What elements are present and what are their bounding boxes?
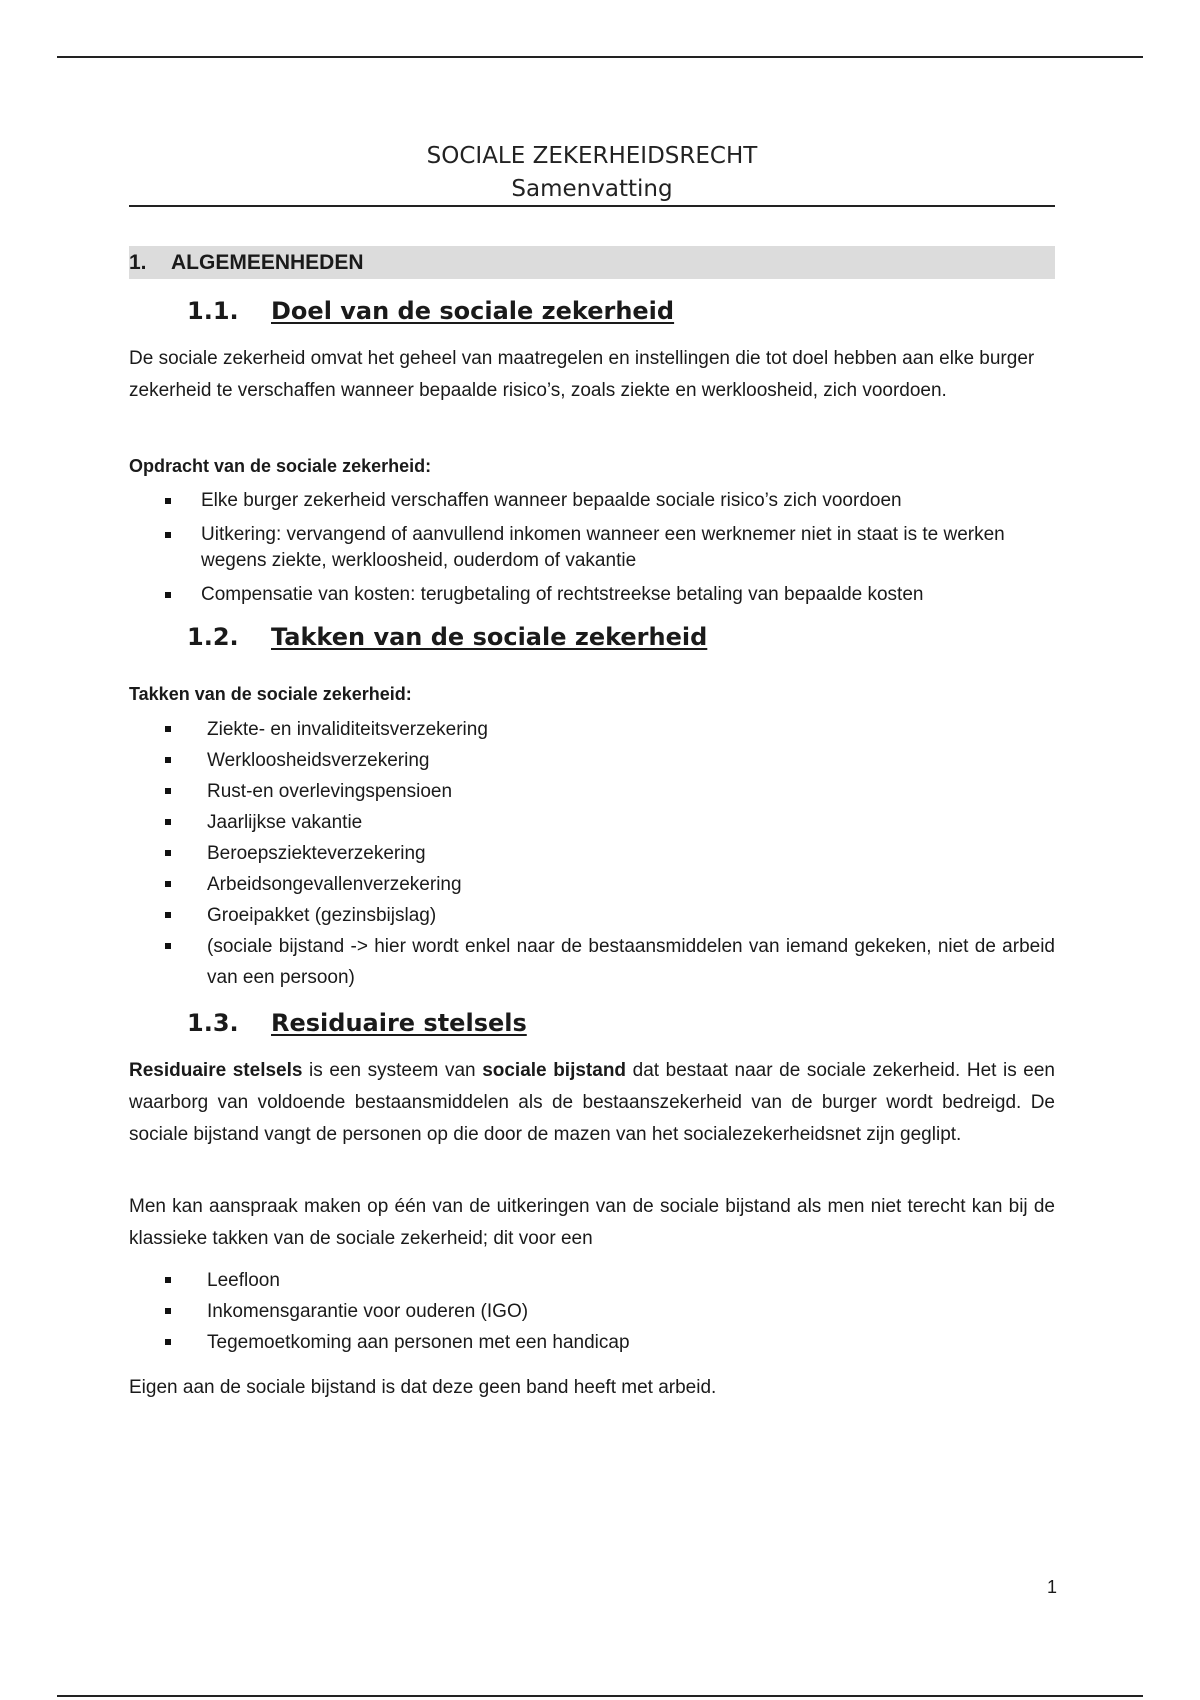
list-item: Inkomensgarantie voor ouderen (IGO)	[207, 1296, 1055, 1327]
list-item: Groeipakket (gezinsbijslag)	[207, 900, 1055, 931]
list-item: Jaarlijkse vakantie	[207, 807, 1055, 838]
paragraph-aanspraak: Men kan aanspraak maken op één van de uitkeringen van de sociale bijstand als men niet terecht kan bij de klassieke takken van de sociale zekerheid; dit voor een	[129, 1196, 1055, 1249]
heading-text: Residuaire stelsels	[271, 1009, 527, 1037]
heading-number: 1.1.	[187, 297, 239, 325]
heading-text: Doel van de sociale zekerheid	[271, 297, 675, 325]
heading-number: 1.2.	[187, 623, 239, 651]
list-item: Elke burger zekerheid verschaffen wanneer bepaalde sociale risico’s zich voordoen	[201, 488, 1061, 514]
label-takken: Takken van de sociale zekerheid:	[129, 684, 412, 704]
header-rule	[57, 56, 1143, 58]
text-run: is een systeem van	[302, 1060, 483, 1081]
list-item: (sociale bijstand -> hier wordt enkel naar de bestaansmiddelen van iemand gekeken, niet de arbeid van een persoon)	[207, 931, 1055, 993]
list-item: Tegemoetkoming aan personen met een handicap	[207, 1327, 1055, 1358]
list-bijstand	[207, 1265, 1055, 1358]
heading-1-1	[187, 296, 674, 326]
list-item: Beroepsziekteverzekering	[207, 838, 1055, 869]
text-run: dat bestaat naar de sociale zekerheid. Het is een waarborg van voldoende bestaansmiddelen als de bestaanszekerheid van de burger wordt bedreigd. De sociale bijstand vangt de personen op die door de mazen van het socialezekerheidsnet zijn geglipt.	[129, 1060, 1055, 1145]
heading-number: 1.	[129, 251, 147, 274]
title-rule	[129, 205, 1055, 207]
heading-text: ALGEMEENHEDEN	[171, 251, 364, 274]
list-item: Rust-en overlevingspensioen	[207, 776, 1055, 807]
label-opdracht: Opdracht van de sociale zekerheid:	[129, 456, 432, 476]
list-item: Leefloon	[207, 1265, 1055, 1296]
document-subtitle: Samenvatting	[511, 176, 673, 202]
paragraph-residuair	[129, 1055, 1055, 1151]
heading-1-3	[187, 1008, 527, 1038]
footer-rule	[57, 1695, 1143, 1697]
list-item: Compensatie van kosten: terugbetaling of rechtstreekse betaling van bepaalde kosten	[201, 582, 1061, 608]
paragraph-eigen: Eigen aan de sociale bijstand is dat deze geen band heeft met arbeid.	[129, 1377, 717, 1398]
page-number: 1	[1047, 1577, 1058, 1597]
list-item: Ziekte- en invaliditeitsverzekering	[207, 714, 1055, 745]
list-item: Werkloosheidsverzekering	[207, 745, 1055, 776]
paragraph-doel: De sociale zekerheid omvat het geheel van maatregelen en instellingen die tot doel hebben aan elke burger zekerheid te verschaffen wanneer bepaalde risico’s, zoals ziekte en werkloosheid, zich voordoen.	[129, 348, 1035, 401]
list-opdracht	[201, 488, 1061, 616]
document-title: SOCIALE ZEKERHEIDSRECHT	[426, 143, 758, 169]
heading-text: Takken van de sociale zekerheid	[271, 623, 708, 651]
heading-section-1	[129, 246, 1055, 279]
document-title-block	[129, 140, 1055, 206]
bold-term: Residuaire stelsels	[129, 1060, 303, 1081]
list-item: Uitkering: vervangend of aanvullend inkomen wanneer een werknemer niet in staat is te werken wegens ziekte, werkloosheid, ouderdom of vakantie	[201, 522, 1061, 574]
heading-number: 1.3.	[187, 1009, 239, 1037]
bold-term: sociale bijstand	[482, 1060, 627, 1081]
heading-1-2	[187, 622, 707, 652]
list-item: Arbeidsongevallenverzekering	[207, 869, 1055, 900]
list-takken	[207, 714, 1055, 993]
